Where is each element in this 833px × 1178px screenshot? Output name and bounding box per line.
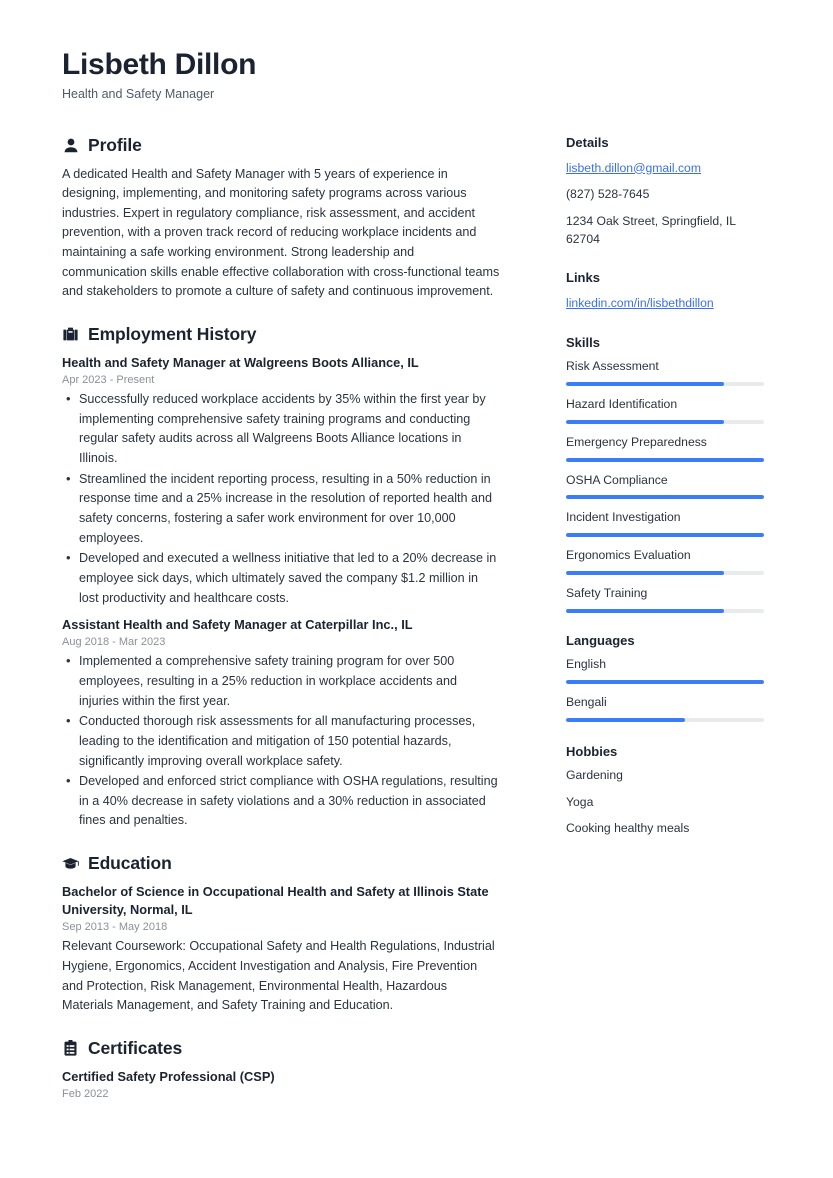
language-bar-fill xyxy=(566,718,685,722)
main-column xyxy=(62,135,520,1123)
bullet-item: • Successfully reduced workplace accidents by 35% within the first year by implementing comprehensive safety training programs and conducting regular safety audits across all Walgreens Boots Alliance locations in Illinois. xyxy=(62,390,500,469)
resume-body xyxy=(62,135,773,1123)
skill-bar-track xyxy=(566,609,764,613)
clipboard-icon xyxy=(62,1040,79,1057)
sidebar-title-languages: Languages xyxy=(566,632,635,648)
sidebar-skills xyxy=(566,335,766,613)
skill-item xyxy=(566,548,766,575)
section-title-employment: Employment History xyxy=(88,323,257,344)
linkedin-link[interactable]: linkedin.com/in/lisbethdillon xyxy=(566,296,714,311)
language-label: Bengali xyxy=(566,694,607,709)
section-employment xyxy=(62,324,500,831)
skill-item xyxy=(566,473,766,500)
skill-bar-fill xyxy=(566,420,724,424)
skill-item xyxy=(566,510,766,537)
graduation-cap-icon xyxy=(62,855,79,872)
employment-entry xyxy=(62,616,500,831)
bullet-item: • Implemented a comprehensive safety training program for over 500 employees, resulting in a 25% reduction in workplace accidents and injuries within the first year. xyxy=(62,652,500,711)
section-header-profile xyxy=(62,135,500,156)
skill-label: Incident Investigation xyxy=(566,510,681,525)
bullet-item: • Developed and enforced strict compliance with OSHA regulations, resulting in a 40% decrease in safety violations and a 30% reduction in associated fines and penalties. xyxy=(62,772,500,831)
entry-date: Feb 2022 xyxy=(62,1088,109,1101)
hobby-item: Cooking healthy meals xyxy=(566,821,690,836)
sidebar-languages xyxy=(566,633,766,722)
entry-title: Bachelor of Science in Occupational Health and Safety at Illinois State University, Normal, IL xyxy=(62,884,489,918)
section-certificates xyxy=(62,1038,500,1100)
bullet-item: • Streamlined the incident reporting process, resulting in a 50% reduction in response time and a 25% increase in the resolution of reported health and safety concerns, fostering a safer work environment for over 10,000 employees. xyxy=(62,470,500,549)
entry-title: Certified Safety Professional (CSP) xyxy=(62,1068,275,1084)
address-text: 1234 Oak Street, Springfield, IL 62704 xyxy=(566,213,736,246)
skill-item xyxy=(566,435,766,462)
skill-bar-fill xyxy=(566,382,724,386)
skill-bar-track xyxy=(566,420,764,424)
section-education xyxy=(62,853,500,1016)
section-title-certificates: Certificates xyxy=(88,1037,183,1058)
profile-text: A dedicated Health and Safety Manager with 5 years of experience in designing, implementing, and monitoring safety programs across various industries. Expert in regulatory compliance, risk assessment, and accident prevention, with a proven track record of reducing workplace incidents and maintaining a safe working environment. Strong leadership and communication skills enable effective collaboration with cross-functional teams and stakeholders to promote a culture of safety and continuous improvement. xyxy=(62,166,500,299)
language-item xyxy=(566,695,766,722)
entry-date: Apr 2023 - Present xyxy=(62,374,155,387)
hobby-item: Gardening xyxy=(566,767,623,782)
entry-title: Health and Safety Manager at Walgreens Boots Alliance, IL xyxy=(62,354,419,370)
candidate-job-title: Health and Safety Manager xyxy=(62,86,215,101)
skill-bar-track xyxy=(566,495,764,499)
skill-label: Hazard Identification xyxy=(566,396,678,411)
candidate-name: Lisbeth Dillon xyxy=(62,48,257,81)
section-header-certificates xyxy=(62,1038,500,1059)
sidebar-title-links: Links xyxy=(566,270,600,286)
section-profile xyxy=(62,135,500,302)
skill-item xyxy=(566,359,766,386)
user-icon xyxy=(62,137,79,154)
section-header-education xyxy=(62,853,500,874)
entry-description: Relevant Coursework: Occupational Safety and Health Regulations, Industrial Hygiene, Ergonomics, Accident Investigation and Analysis, Fire Prevention and Protection, Risk Management, Environmental Health, Hazardous Materials Management, and Safety Training and Education. xyxy=(62,939,495,1013)
employment-entry xyxy=(62,354,500,608)
language-item xyxy=(566,657,766,684)
skill-bar-fill xyxy=(566,609,724,613)
section-header-employment xyxy=(62,324,500,345)
sidebar-title-hobbies: Hobbies xyxy=(566,743,618,759)
briefcase-icon xyxy=(62,326,79,343)
entry-bullets xyxy=(62,652,500,831)
skill-item xyxy=(566,586,766,613)
skill-item xyxy=(566,397,766,424)
email-link[interactable]: lisbeth.dillon@gmail.com xyxy=(566,160,701,175)
language-bar-track xyxy=(566,680,764,684)
skill-bar-track xyxy=(566,571,764,575)
education-entry xyxy=(62,883,500,1016)
bullet-item: • Conducted thorough risk assessments for all manufacturing processes, leading to the identification and mitigation of 150 potential hazards, significantly improving overall workplace safety. xyxy=(62,712,500,771)
skill-label: OSHA Compliance xyxy=(566,472,668,487)
section-title-profile: Profile xyxy=(88,134,142,155)
certificate-entry xyxy=(62,1068,500,1100)
skill-bar-track xyxy=(566,382,764,386)
skill-label: Ergonomics Evaluation xyxy=(566,548,691,563)
section-title-education: Education xyxy=(88,853,172,874)
hobby-item: Yoga xyxy=(566,794,594,809)
sidebar-links xyxy=(566,270,766,313)
sidebar-details xyxy=(566,135,766,249)
language-bar-track xyxy=(566,718,764,722)
entry-title: Assistant Health and Safety Manager at Caterpillar Inc., IL xyxy=(62,617,413,633)
skill-bar-fill xyxy=(566,571,724,575)
sidebar-column xyxy=(566,135,766,860)
resume-header xyxy=(62,48,773,101)
bullet-item: • Developed and executed a wellness initiative that led to a 20% decrease in employee sick days, which ultimately saved the company $1.2 million in lost productivity and healthcare costs. xyxy=(62,549,500,608)
sidebar-title-skills: Skills xyxy=(566,334,600,350)
skill-label: Risk Assessment xyxy=(566,358,659,373)
language-bar-fill xyxy=(566,680,764,684)
skill-bar-fill xyxy=(566,533,764,537)
entry-bullets xyxy=(62,390,500,608)
skill-label: Emergency Preparedness xyxy=(566,434,707,449)
sidebar-hobbies xyxy=(566,744,766,838)
skill-label: Safety Training xyxy=(566,586,648,601)
skill-bar-track xyxy=(566,458,764,462)
skill-bar-track xyxy=(566,533,764,537)
language-label: English xyxy=(566,656,606,671)
entry-date: Aug 2018 - Mar 2023 xyxy=(62,636,166,649)
entry-date: Sep 2013 - May 2018 xyxy=(62,921,168,934)
sidebar-title-details: Details xyxy=(566,134,609,150)
skill-bar-fill xyxy=(566,458,764,462)
phone-text: (827) 528-7645 xyxy=(566,187,650,202)
skill-bar-fill xyxy=(566,495,764,499)
